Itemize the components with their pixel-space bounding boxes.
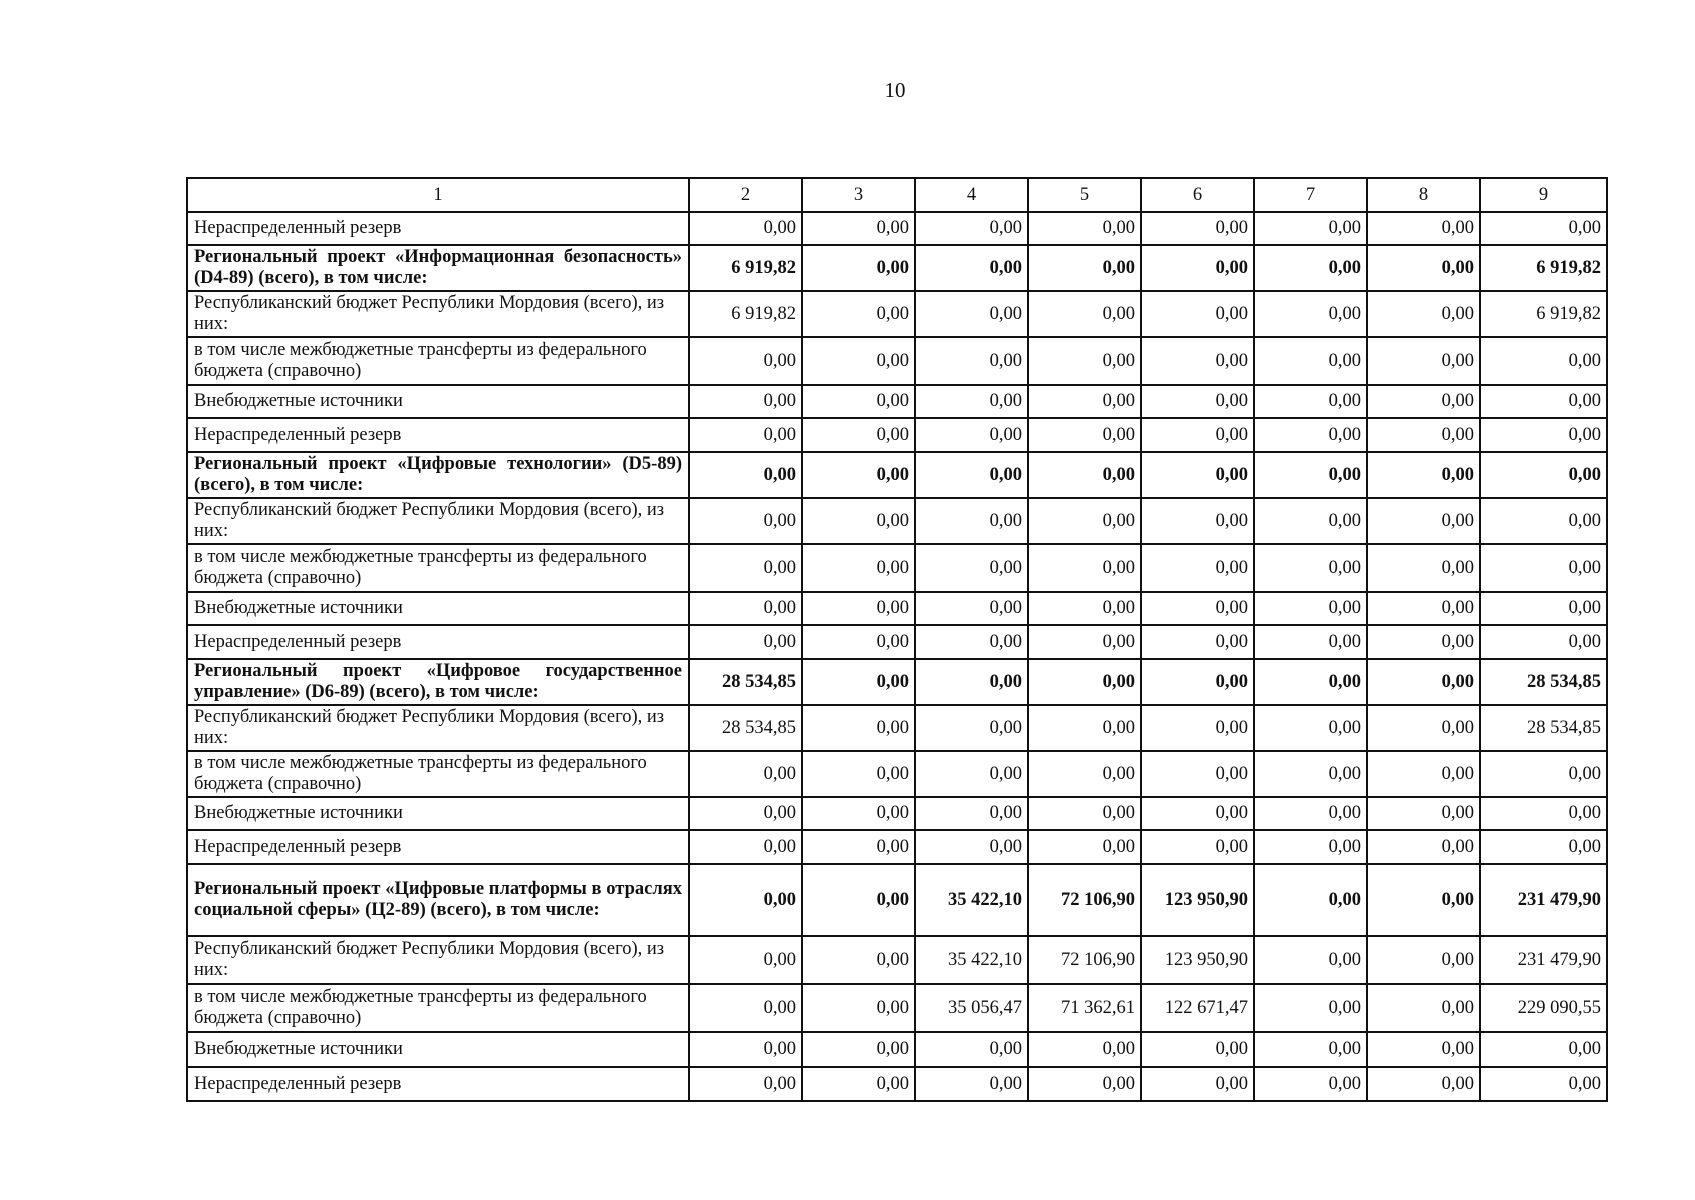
column-number-row — [187, 178, 1607, 212]
value-cell-col-3: 0,00 — [802, 418, 915, 452]
table-row — [187, 498, 1607, 544]
value-cell-col-7: 0,00 — [1254, 659, 1367, 705]
table-row — [187, 984, 1607, 1032]
value-cell-col-3: 0,00 — [802, 544, 915, 592]
project-total-row — [187, 245, 1607, 291]
value-cell-col-2: 28 534,85 — [689, 659, 802, 705]
column-header: 6 — [1141, 178, 1254, 212]
row-label: Нераспределенный резерв — [187, 212, 689, 245]
value-cell-col-9: 229 090,55 — [1480, 984, 1607, 1032]
value-cell-col-8: 0,00 — [1367, 498, 1480, 544]
value-cell-col-8: 0,00 — [1367, 830, 1480, 864]
value-cell-col-9: 6 919,82 — [1480, 245, 1607, 291]
value-cell-col-5: 0,00 — [1028, 797, 1141, 830]
row-label: Внебюджетные источники — [187, 385, 689, 418]
table-row — [187, 418, 1607, 452]
value-cell-col-2: 0,00 — [689, 337, 802, 385]
value-cell-col-2: 0,00 — [689, 544, 802, 592]
value-cell-col-4: 0,00 — [915, 498, 1028, 544]
table-row — [187, 797, 1607, 830]
value-cell-col-6: 123 950,90 — [1141, 864, 1254, 936]
value-cell-col-3: 0,00 — [802, 830, 915, 864]
row-label: Нераспределенный резерв — [187, 1067, 689, 1101]
value-cell-col-5: 0,00 — [1028, 291, 1141, 337]
value-cell-col-2: 0,00 — [689, 864, 802, 936]
value-cell-col-8: 0,00 — [1367, 452, 1480, 498]
value-cell-col-3: 0,00 — [802, 212, 915, 245]
table-row — [187, 1032, 1607, 1067]
table-body — [187, 212, 1607, 1101]
row-label: Нераспределенный резерв — [187, 418, 689, 452]
row-label: Республиканский бюджет Республики Мордовия (всего), из них: — [187, 705, 689, 751]
table-row — [187, 544, 1607, 592]
project-total-row — [187, 864, 1607, 936]
row-label: Региональный проект «Цифровое государственное управление» (D6-89) (всего), в том числе: — [187, 659, 689, 705]
value-cell-col-2: 0,00 — [689, 625, 802, 659]
table-row — [187, 592, 1607, 625]
table-row — [187, 751, 1607, 797]
table-row — [187, 1067, 1607, 1101]
value-cell-col-4: 0,00 — [915, 1032, 1028, 1067]
row-label: в том числе межбюджетные трансферты из федерального бюджета (справочно) — [187, 984, 689, 1032]
row-label: Внебюджетные источники — [187, 592, 689, 625]
value-cell-col-4: 0,00 — [915, 751, 1028, 797]
value-cell-col-7: 0,00 — [1254, 291, 1367, 337]
value-cell-col-7: 0,00 — [1254, 498, 1367, 544]
column-header: 7 — [1254, 178, 1367, 212]
value-cell-col-7: 0,00 — [1254, 1067, 1367, 1101]
value-cell-col-5: 0,00 — [1028, 592, 1141, 625]
value-cell-col-7: 0,00 — [1254, 751, 1367, 797]
column-header: 9 — [1480, 178, 1607, 212]
row-label: Республиканский бюджет Республики Мордовия (всего), из них: — [187, 936, 689, 984]
value-cell-col-5: 0,00 — [1028, 418, 1141, 452]
value-cell-col-2: 0,00 — [689, 498, 802, 544]
table-row — [187, 705, 1607, 751]
value-cell-col-6: 0,00 — [1141, 385, 1254, 418]
value-cell-col-5: 0,00 — [1028, 544, 1141, 592]
value-cell-col-7: 0,00 — [1254, 245, 1367, 291]
project-total-row — [187, 452, 1607, 498]
value-cell-col-6: 0,00 — [1141, 1032, 1254, 1067]
value-cell-col-8: 0,00 — [1367, 797, 1480, 830]
value-cell-col-7: 0,00 — [1254, 830, 1367, 864]
value-cell-col-3: 0,00 — [802, 936, 915, 984]
value-cell-col-8: 0,00 — [1367, 385, 1480, 418]
value-cell-col-4: 0,00 — [915, 1067, 1028, 1101]
value-cell-col-5: 0,00 — [1028, 212, 1141, 245]
value-cell-col-6: 0,00 — [1141, 544, 1254, 592]
value-cell-col-3: 0,00 — [802, 864, 915, 936]
column-header: 2 — [689, 178, 802, 212]
value-cell-col-7: 0,00 — [1254, 385, 1367, 418]
table-row — [187, 830, 1607, 864]
value-cell-col-2: 0,00 — [689, 452, 802, 498]
row-label: Республиканский бюджет Республики Мордовия (всего), из них: — [187, 291, 689, 337]
value-cell-col-9: 0,00 — [1480, 1032, 1607, 1067]
value-cell-col-5: 0,00 — [1028, 659, 1141, 705]
column-header: 5 — [1028, 178, 1141, 212]
row-label: Региональный проект «Цифровые платформы в отраслях социальной сферы» (Ц2-89) (всего), в том числе: — [187, 864, 689, 936]
value-cell-col-2: 0,00 — [689, 797, 802, 830]
column-header: 1 — [187, 178, 689, 212]
value-cell-col-6: 0,00 — [1141, 625, 1254, 659]
value-cell-col-6: 0,00 — [1141, 751, 1254, 797]
value-cell-col-4: 0,00 — [915, 212, 1028, 245]
value-cell-col-9: 0,00 — [1480, 1067, 1607, 1101]
table-row — [187, 337, 1607, 385]
value-cell-col-8: 0,00 — [1367, 592, 1480, 625]
value-cell-col-8: 0,00 — [1367, 544, 1480, 592]
value-cell-col-5: 0,00 — [1028, 498, 1141, 544]
value-cell-col-3: 0,00 — [802, 705, 915, 751]
value-cell-col-4: 0,00 — [915, 830, 1028, 864]
value-cell-col-8: 0,00 — [1367, 212, 1480, 245]
value-cell-col-6: 0,00 — [1141, 291, 1254, 337]
value-cell-col-4: 0,00 — [915, 625, 1028, 659]
row-label: Республиканский бюджет Республики Мордовия (всего), из них: — [187, 498, 689, 544]
value-cell-col-5: 72 106,90 — [1028, 864, 1141, 936]
value-cell-col-7: 0,00 — [1254, 936, 1367, 984]
value-cell-col-8: 0,00 — [1367, 984, 1480, 1032]
value-cell-col-9: 0,00 — [1480, 797, 1607, 830]
value-cell-col-6: 0,00 — [1141, 337, 1254, 385]
value-cell-col-8: 0,00 — [1367, 1032, 1480, 1067]
value-cell-col-3: 0,00 — [802, 337, 915, 385]
value-cell-col-8: 0,00 — [1367, 705, 1480, 751]
value-cell-col-5: 0,00 — [1028, 1067, 1141, 1101]
value-cell-col-8: 0,00 — [1367, 659, 1480, 705]
table-row — [187, 385, 1607, 418]
value-cell-col-9: 6 919,82 — [1480, 291, 1607, 337]
value-cell-col-6: 123 950,90 — [1141, 936, 1254, 984]
value-cell-col-4: 0,00 — [915, 337, 1028, 385]
value-cell-col-4: 0,00 — [915, 291, 1028, 337]
row-label: Нераспределенный резерв — [187, 625, 689, 659]
value-cell-col-9: 231 479,90 — [1480, 864, 1607, 936]
value-cell-col-8: 0,00 — [1367, 245, 1480, 291]
page-number: 10 — [884, 78, 906, 102]
budget-table — [186, 177, 1608, 1102]
value-cell-col-9: 28 534,85 — [1480, 705, 1607, 751]
value-cell-col-5: 0,00 — [1028, 245, 1141, 291]
value-cell-col-3: 0,00 — [802, 385, 915, 418]
value-cell-col-6: 0,00 — [1141, 212, 1254, 245]
value-cell-col-7: 0,00 — [1254, 984, 1367, 1032]
row-label: Региональный проект «Цифровые технологии» (D5-89) (всего), в том числе: — [187, 452, 689, 498]
value-cell-col-3: 0,00 — [802, 245, 915, 291]
value-cell-col-7: 0,00 — [1254, 212, 1367, 245]
value-cell-col-5: 0,00 — [1028, 385, 1141, 418]
value-cell-col-6: 0,00 — [1141, 830, 1254, 864]
value-cell-col-5: 0,00 — [1028, 1032, 1141, 1067]
project-total-row — [187, 659, 1607, 705]
value-cell-col-2: 0,00 — [689, 385, 802, 418]
value-cell-col-5: 0,00 — [1028, 705, 1141, 751]
value-cell-col-2: 0,00 — [689, 936, 802, 984]
value-cell-col-2: 0,00 — [689, 984, 802, 1032]
row-label: в том числе межбюджетные трансферты из федерального бюджета (справочно) — [187, 544, 689, 592]
row-label: Внебюджетные источники — [187, 797, 689, 830]
value-cell-col-8: 0,00 — [1367, 625, 1480, 659]
value-cell-col-6: 0,00 — [1141, 418, 1254, 452]
value-cell-col-6: 0,00 — [1141, 452, 1254, 498]
row-label: в том числе межбюджетные трансферты из федерального бюджета (справочно) — [187, 337, 689, 385]
value-cell-col-4: 35 422,10 — [915, 936, 1028, 984]
value-cell-col-3: 0,00 — [802, 625, 915, 659]
column-header: 8 — [1367, 178, 1480, 212]
value-cell-col-5: 72 106,90 — [1028, 936, 1141, 984]
value-cell-col-9: 0,00 — [1480, 592, 1607, 625]
value-cell-col-6: 0,00 — [1141, 1067, 1254, 1101]
value-cell-col-5: 0,00 — [1028, 452, 1141, 498]
value-cell-col-4: 0,00 — [915, 418, 1028, 452]
value-cell-col-7: 0,00 — [1254, 452, 1367, 498]
value-cell-col-3: 0,00 — [802, 659, 915, 705]
value-cell-col-5: 0,00 — [1028, 751, 1141, 797]
value-cell-col-7: 0,00 — [1254, 864, 1367, 936]
value-cell-col-7: 0,00 — [1254, 797, 1367, 830]
value-cell-col-8: 0,00 — [1367, 1067, 1480, 1101]
row-label: в том числе межбюджетные трансферты из федерального бюджета (справочно) — [187, 751, 689, 797]
value-cell-col-4: 0,00 — [915, 659, 1028, 705]
value-cell-col-8: 0,00 — [1367, 337, 1480, 385]
value-cell-col-9: 0,00 — [1480, 498, 1607, 544]
value-cell-col-9: 0,00 — [1480, 625, 1607, 659]
value-cell-col-9: 231 479,90 — [1480, 936, 1607, 984]
value-cell-col-9: 0,00 — [1480, 830, 1607, 864]
value-cell-col-6: 0,00 — [1141, 498, 1254, 544]
row-label: Нераспределенный резерв — [187, 830, 689, 864]
value-cell-col-4: 0,00 — [915, 544, 1028, 592]
value-cell-col-8: 0,00 — [1367, 291, 1480, 337]
value-cell-col-5: 0,00 — [1028, 625, 1141, 659]
value-cell-col-3: 0,00 — [802, 452, 915, 498]
value-cell-col-6: 0,00 — [1141, 659, 1254, 705]
value-cell-col-8: 0,00 — [1367, 864, 1480, 936]
value-cell-col-4: 0,00 — [915, 797, 1028, 830]
column-header: 3 — [802, 178, 915, 212]
value-cell-col-6: 0,00 — [1141, 592, 1254, 625]
table-row — [187, 212, 1607, 245]
value-cell-col-2: 6 919,82 — [689, 291, 802, 337]
row-label: Внебюджетные источники — [187, 1032, 689, 1067]
value-cell-col-8: 0,00 — [1367, 936, 1480, 984]
value-cell-col-2: 0,00 — [689, 212, 802, 245]
table-row — [187, 936, 1607, 984]
value-cell-col-4: 0,00 — [915, 452, 1028, 498]
value-cell-col-3: 0,00 — [802, 1032, 915, 1067]
value-cell-col-6: 0,00 — [1141, 705, 1254, 751]
row-label: Региональный проект «Информационная безопасность» (D4-89) (всего), в том числе: — [187, 245, 689, 291]
value-cell-col-2: 0,00 — [689, 592, 802, 625]
value-cell-col-3: 0,00 — [802, 592, 915, 625]
value-cell-col-9: 0,00 — [1480, 544, 1607, 592]
value-cell-col-2: 0,00 — [689, 1067, 802, 1101]
value-cell-col-2: 6 919,82 — [689, 245, 802, 291]
value-cell-col-6: 122 671,47 — [1141, 984, 1254, 1032]
value-cell-col-9: 28 534,85 — [1480, 659, 1607, 705]
value-cell-col-4: 0,00 — [915, 245, 1028, 291]
value-cell-col-3: 0,00 — [802, 291, 915, 337]
value-cell-col-6: 0,00 — [1141, 797, 1254, 830]
value-cell-col-8: 0,00 — [1367, 751, 1480, 797]
value-cell-col-5: 0,00 — [1028, 337, 1141, 385]
value-cell-col-9: 0,00 — [1480, 418, 1607, 452]
value-cell-col-7: 0,00 — [1254, 418, 1367, 452]
value-cell-col-9: 0,00 — [1480, 751, 1607, 797]
value-cell-col-6: 0,00 — [1141, 245, 1254, 291]
value-cell-col-9: 0,00 — [1480, 337, 1607, 385]
value-cell-col-5: 71 362,61 — [1028, 984, 1141, 1032]
value-cell-col-3: 0,00 — [802, 984, 915, 1032]
value-cell-col-4: 35 422,10 — [915, 864, 1028, 936]
value-cell-col-7: 0,00 — [1254, 337, 1367, 385]
value-cell-col-4: 0,00 — [915, 592, 1028, 625]
value-cell-col-2: 0,00 — [689, 418, 802, 452]
value-cell-col-3: 0,00 — [802, 751, 915, 797]
value-cell-col-4: 0,00 — [915, 385, 1028, 418]
value-cell-col-7: 0,00 — [1254, 592, 1367, 625]
value-cell-col-2: 0,00 — [689, 1032, 802, 1067]
value-cell-col-4: 0,00 — [915, 705, 1028, 751]
column-header: 4 — [915, 178, 1028, 212]
value-cell-col-2: 0,00 — [689, 751, 802, 797]
value-cell-col-4: 35 056,47 — [915, 984, 1028, 1032]
value-cell-col-8: 0,00 — [1367, 418, 1480, 452]
value-cell-col-3: 0,00 — [802, 797, 915, 830]
value-cell-col-9: 0,00 — [1480, 385, 1607, 418]
value-cell-col-7: 0,00 — [1254, 1032, 1367, 1067]
value-cell-col-9: 0,00 — [1480, 452, 1607, 498]
value-cell-col-2: 0,00 — [689, 830, 802, 864]
value-cell-col-7: 0,00 — [1254, 625, 1367, 659]
value-cell-col-3: 0,00 — [802, 498, 915, 544]
value-cell-col-2: 28 534,85 — [689, 705, 802, 751]
table-row — [187, 625, 1607, 659]
value-cell-col-3: 0,00 — [802, 1067, 915, 1101]
value-cell-col-7: 0,00 — [1254, 705, 1367, 751]
table-row — [187, 291, 1607, 337]
value-cell-col-5: 0,00 — [1028, 830, 1141, 864]
value-cell-col-7: 0,00 — [1254, 544, 1367, 592]
value-cell-col-9: 0,00 — [1480, 212, 1607, 245]
